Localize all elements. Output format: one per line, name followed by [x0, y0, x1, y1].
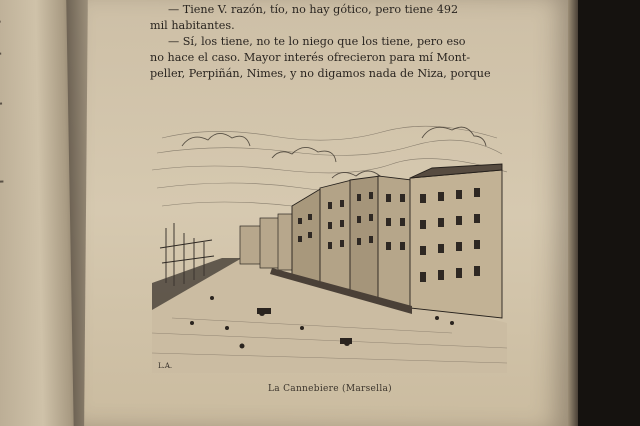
text-line: — Sí, los tiene, no te lo niego que los tiene, pero eso — [168, 35, 466, 48]
text-line: peller, Perpiñán, Nimes, y no digamos nada de Niza, porque — [150, 67, 491, 80]
text-line: mil habitantes. — [150, 19, 235, 32]
left-page-dash — [0, 181, 3, 183]
left-page-dash — [0, 53, 1, 55]
text-line: — Tiene V. razón, tío, no hay gótico, pero tiene 492 — [168, 3, 459, 16]
figure-caption: La Cannebiere (Marsella) — [267, 384, 392, 394]
illustration-signature: L.A. — [158, 362, 173, 370]
left-page-dash — [0, 21, 1, 23]
text-line: no hace el caso. Mayor interés ofrecieron para mí Mont- — [150, 51, 471, 64]
engraving-illustration — [152, 118, 507, 373]
page-edge — [568, 0, 578, 426]
left-page-dash — [0, 103, 2, 105]
body-text — [150, 2, 490, 82]
